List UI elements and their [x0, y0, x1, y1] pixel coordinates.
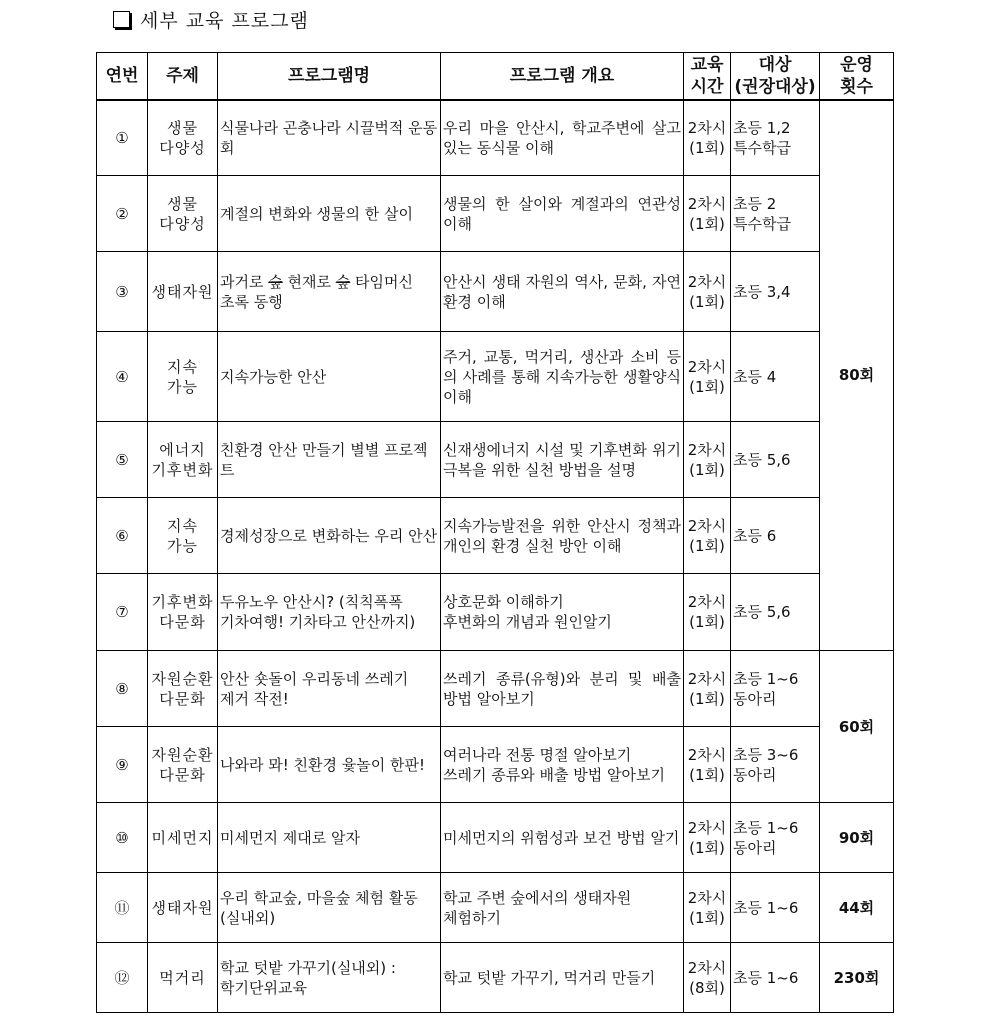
row-program-name: 두유노우 안산시? (칙칙폭폭 기차여행! 기차타고 안산까지): [218, 574, 441, 651]
row-summary: 주거, 교통, 먹거리, 생산과 소비 등의 사례를 통해 지속가능한 생활양식 이해: [441, 332, 684, 422]
table-row: [97, 498, 894, 574]
header-count: 운영 횟수: [820, 53, 894, 100]
table-row: [97, 943, 894, 1013]
count-row-10: 90회: [820, 803, 894, 873]
row-number: ②: [97, 176, 148, 252]
row-summary: 신재생에너지 시설 및 기후변화 위기 극복을 위한 실천 방법을 설명: [441, 422, 684, 498]
row-summary: 상호문화 이해하기 후변화의 개념과 원인알기: [441, 574, 684, 651]
row-program-name: 학교 텃밭 가꾸기(실내외) : 학기단위교육: [218, 943, 441, 1013]
header-target: 대상 (권장대상): [731, 53, 820, 100]
row-number: ⑥: [97, 498, 148, 574]
program-table: [96, 52, 894, 1013]
row-time: 2차시 (1회): [684, 100, 731, 176]
row-target: 초등 3~6 동아리: [731, 727, 820, 803]
row-time: 2차시 (1회): [684, 651, 731, 727]
row-time: 2차시 (1회): [684, 422, 731, 498]
row-summary: 쓰레기 종류(유형)와 분리 및 배출 방법 알아보기: [441, 651, 684, 727]
row-number: ④: [97, 332, 148, 422]
table-row: [97, 651, 894, 727]
row-target: 초등 1~6 동아리: [731, 803, 820, 873]
row-summary: 지속가능발전을 위한 안산시 정책과 개인의 환경 실천 방안 이해: [441, 498, 684, 574]
row-number: ⑧: [97, 651, 148, 727]
row-target: 초등 6: [731, 498, 820, 574]
row-topic: 생태자원: [148, 252, 218, 332]
row-program-name: 식물나라 곤충나라 시끌벅적 운동회: [218, 100, 441, 176]
row-target: 초등 1~6 동아리: [731, 651, 820, 727]
row-time: 2차시 (1회): [684, 727, 731, 803]
count-group-1: 80회: [820, 100, 894, 651]
row-summary: 생물의 한 살이와 계절과의 연관성 이해: [441, 176, 684, 252]
row-topic: 생물 다양성: [148, 100, 218, 176]
row-program-name: 계절의 변화와 생물의 한 살이: [218, 176, 441, 252]
count-row-11: 44회: [820, 873, 894, 943]
table-row: [97, 176, 894, 252]
row-time: 2차시 (1회): [684, 332, 731, 422]
row-number: ⑫: [97, 943, 148, 1013]
row-number: ⑦: [97, 574, 148, 651]
header-time: 교육 시간: [684, 53, 731, 100]
table-row: [97, 252, 894, 332]
row-topic: 자원순환 다문화: [148, 727, 218, 803]
row-time: 2차시 (1회): [684, 873, 731, 943]
table-row: [97, 422, 894, 498]
row-program-name: 경제성장으로 변화하는 우리 안산: [218, 498, 441, 574]
row-time: 2차시 (8회): [684, 943, 731, 1013]
section-title-text: 세부 교육 프로그램: [140, 10, 309, 32]
row-target: 초등 1~6: [731, 943, 820, 1013]
row-target: 초등 1,2 특수학급: [731, 100, 820, 176]
row-target: 초등 5,6: [731, 422, 820, 498]
row-topic: 먹거리: [148, 943, 218, 1013]
row-program-name: 과거로 숲 현재로 숲 타임머신 초록 동행: [218, 252, 441, 332]
table-header-row: [97, 53, 894, 100]
row-target: 초등 2 특수학급: [731, 176, 820, 252]
header-summary: 프로그램 개요: [441, 53, 684, 100]
count-row-12: 230회: [820, 943, 894, 1013]
row-program-name: 나와라 뫄! 친환경 윷놀이 한판!: [218, 727, 441, 803]
row-summary: 여러나라 전통 명절 알아보기 쓰레기 종류와 배출 방법 알아보기: [441, 727, 684, 803]
row-number: ⑪: [97, 873, 148, 943]
row-topic: 미세먼지: [148, 803, 218, 873]
row-summary: 우리 마을 안산시, 학교주변에 살고 있는 동식물 이해: [441, 100, 684, 176]
row-number: ⑤: [97, 422, 148, 498]
count-group-2: 60회: [820, 651, 894, 803]
row-topic: 에너지 기후변화: [148, 422, 218, 498]
row-time: 2차시 (1회): [684, 574, 731, 651]
row-number: ⑩: [97, 803, 148, 873]
row-time: 2차시 (1회): [684, 252, 731, 332]
header-name: 프로그램명: [218, 53, 441, 100]
row-number: ⑨: [97, 727, 148, 803]
table-row: [97, 727, 894, 803]
row-topic: 자원순환 다문화: [148, 651, 218, 727]
row-time: 2차시 (1회): [684, 498, 731, 574]
row-topic: 기후변화 다문화: [148, 574, 218, 651]
row-program-name: 지속가능한 안산: [218, 332, 441, 422]
row-target: 초등 4: [731, 332, 820, 422]
row-time: 2차시 (1회): [684, 176, 731, 252]
row-summary: 미세먼지의 위험성과 보건 방법 알기: [441, 803, 684, 873]
row-program-name: 안산 숏돌이 우리동네 쓰레기 제거 작전!: [218, 651, 441, 727]
row-program-name: 친환경 안산 만들기 별별 프로젝트: [218, 422, 441, 498]
row-topic: 지속 가능: [148, 332, 218, 422]
header-no: 연번: [97, 53, 148, 100]
row-program-name: 우리 학교숲, 마을숲 체험 활동 (실내외): [218, 873, 441, 943]
table-row: [97, 803, 894, 873]
row-target: 초등 5,6: [731, 574, 820, 651]
table-row: [97, 100, 894, 176]
row-topic: 생물 다양성: [148, 176, 218, 252]
row-time: 2차시 (1회): [684, 803, 731, 873]
table-row: [97, 332, 894, 422]
section-title: [113, 6, 309, 33]
row-summary: 학교 주변 숲에서의 생태자원 체험하기: [441, 873, 684, 943]
row-summary: 안산시 생태 자원의 역사, 문화, 자연환경 이해: [441, 252, 684, 332]
row-summary: 학교 텃밭 가꾸기, 먹거리 만들기: [441, 943, 684, 1013]
row-topic: 지속 가능: [148, 498, 218, 574]
table-row: [97, 574, 894, 651]
row-target: 초등 1~6: [731, 873, 820, 943]
row-topic: 생태자원: [148, 873, 218, 943]
row-number: ③: [97, 252, 148, 332]
checkbox-icon: [113, 11, 130, 28]
table-row: [97, 873, 894, 943]
row-number: ①: [97, 100, 148, 176]
row-target: 초등 3,4: [731, 252, 820, 332]
row-program-name: 미세먼지 제대로 알자: [218, 803, 441, 873]
header-topic: 주제: [148, 53, 218, 100]
